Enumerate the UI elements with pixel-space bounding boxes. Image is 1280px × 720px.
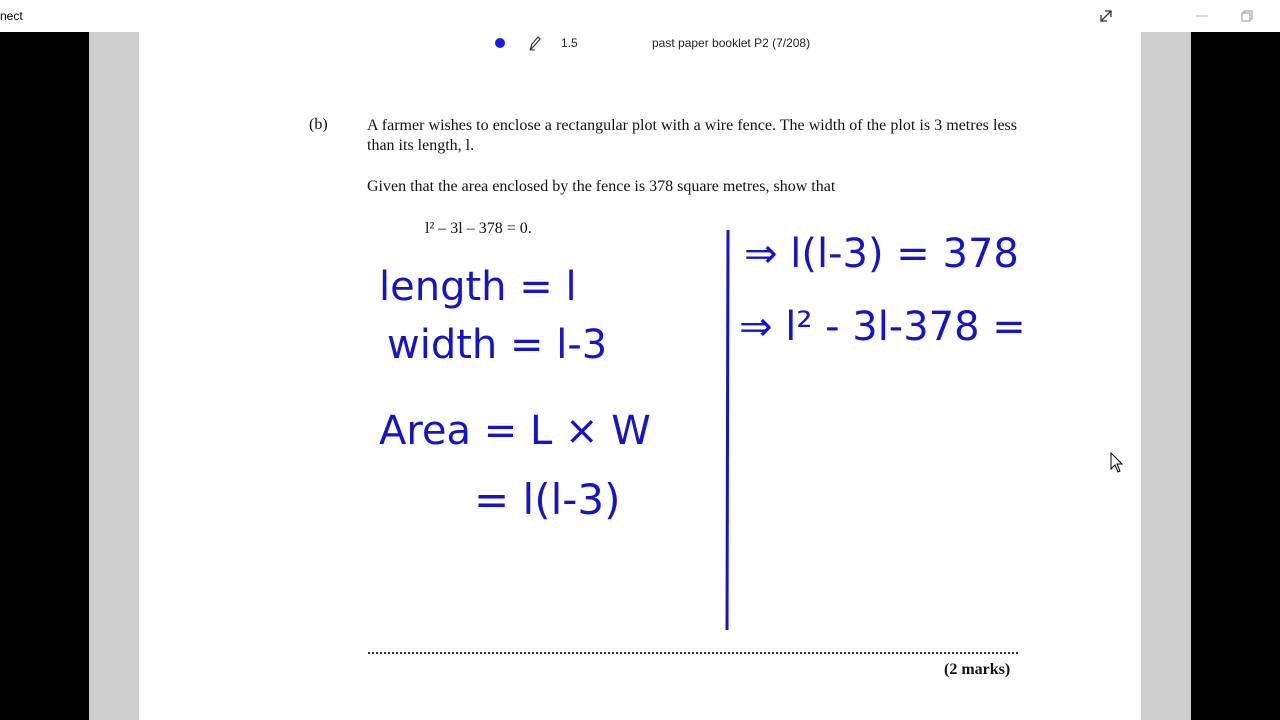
hw-divider-line — [727, 230, 728, 630]
hw-equation-line-2: ⇒ l² - 3l-378 = — [739, 304, 1026, 350]
document-title: past paper booklet P2 (7/208) — [652, 36, 811, 50]
right-gutter — [1141, 32, 1191, 720]
given-text: Given that the area enclosed by the fence is 378 square metres, show that — [367, 178, 836, 195]
hw-length-line: length = l — [379, 264, 577, 310]
target-equation: l² – 3l – 378 = 0. — [425, 220, 532, 237]
expand-icon[interactable] — [1094, 4, 1118, 28]
handwriting-layer — [139, 32, 1141, 720]
hw-equation-line-1: ⇒ l(l-3) = 378 — [744, 231, 1019, 277]
left-gutter — [89, 32, 139, 720]
marks-label: (2 marks) — [944, 661, 1011, 678]
question-part-label: (b) — [309, 116, 328, 133]
question-text: A farmer wishes to enclose a rectangular plot with a wire fence. The width of the plot is 3 metres less than its length, l. — [367, 117, 1017, 154]
right-margin — [1191, 32, 1280, 720]
mouse-cursor-icon — [1110, 452, 1124, 474]
app-title: nect — [0, 9, 23, 23]
window-titlebar — [0, 0, 1280, 32]
hw-area-line: Area = L × W — [379, 408, 651, 454]
minimize-icon[interactable] — [1190, 4, 1214, 28]
pen-width[interactable]: 1.5 — [561, 36, 578, 50]
document-page[interactable] — [139, 32, 1141, 720]
hw-area-product-line: = l(l-3) — [474, 475, 621, 524]
hw-width-line: width = l-3 — [387, 322, 608, 368]
answer-dotted-line — [368, 652, 1018, 654]
left-margin — [0, 32, 89, 720]
restore-icon[interactable] — [1235, 4, 1259, 28]
